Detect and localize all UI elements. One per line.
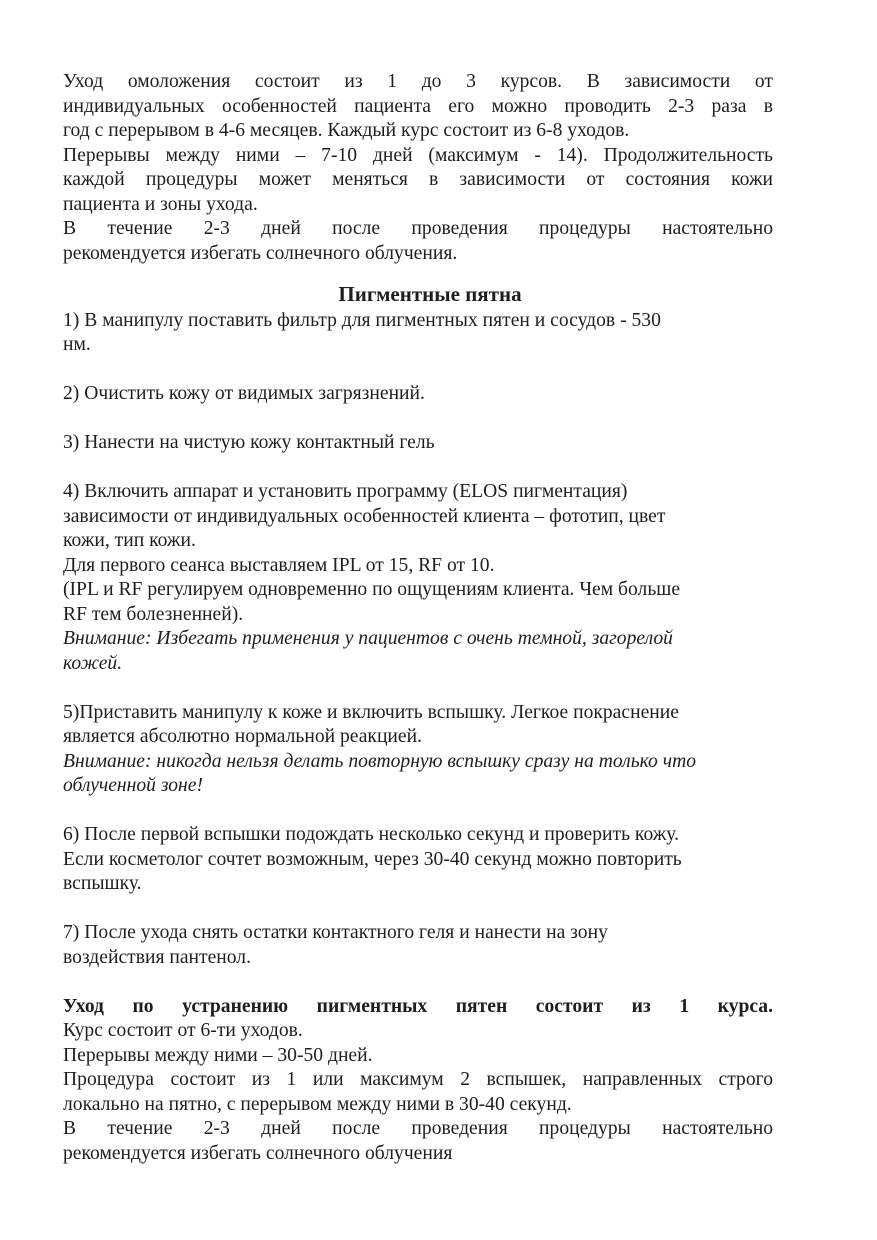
- summary-heading: Уход по устранению пигментных пятен состоит из 1 курса.: [63, 995, 773, 1017]
- text-line: Перерывы между ними – 30-50 дней.: [63, 1044, 373, 1066]
- text-line: воздействия пантенол.: [63, 946, 251, 968]
- document-page: [63, 70, 773, 1166]
- section-title: Пигментные пятна: [338, 282, 522, 306]
- text-line: Уход омоложения состоит из 1 до 3 курсов. В зависимости от: [63, 71, 773, 92]
- text-line: (IPL и RF регулируем одновременно по ощущениям клиента. Чем больше: [63, 579, 681, 600]
- text-line: Процедура состоит из 1 или максимум 2 вспышек, направленных строго: [63, 1069, 773, 1090]
- text-line: 3) Нанести на чистую кожу контактный гель: [63, 432, 435, 453]
- step-3: [63, 431, 773, 456]
- text-line: Курс состоит от 6-ти уходов.: [63, 1020, 303, 1041]
- text-line: кожи, тип кожи.: [63, 530, 196, 551]
- step-4: [63, 480, 773, 676]
- text-line: В течение 2-3 дней после проведения процедуры настоятельно: [63, 1118, 773, 1139]
- text-line: 1) В манипулу поставить фильтр для пигментных пятен и сосудов - 530: [63, 309, 661, 331]
- step-5: [63, 701, 773, 799]
- summary-paragraph: [63, 995, 773, 1167]
- text-line: нм.: [63, 334, 91, 355]
- warning-text: кожей.: [63, 652, 123, 674]
- text-line: Для первого сеанса выставляем IPL от 15, RF от 10.: [63, 554, 495, 576]
- step-7: [63, 921, 773, 970]
- text-line: Если косметолог сочтет возможным, через 30-40 секунд можно повторить: [63, 848, 682, 870]
- text-line: 2) Очистить кожу от видимых загрязнений.: [63, 383, 425, 404]
- text-line: вспышку.: [63, 873, 142, 894]
- warning-text: Внимание: Избегать применения у пациентов с очень темной, загорелой: [63, 628, 673, 649]
- text-line: локально на пятно, с перерывом между ними в 30-40 секунд.: [63, 1093, 572, 1115]
- intro-paragraph: [63, 70, 773, 266]
- step-6: [63, 823, 773, 897]
- text-line: пациента и зоны ухода.: [63, 193, 258, 215]
- text-line: рекомендуется избегать солнечного облучения: [63, 1142, 453, 1164]
- text-line: каждой процедуры может меняться в зависимости от состояния кожи: [63, 169, 773, 190]
- step-2: [63, 382, 773, 407]
- text-line: индивидуальных особенностей пациента его можно проводить 2-3 раза в: [63, 95, 773, 117]
- text-line: Перерывы между ними – 7-10 дней (максимум - 14). Продолжительность: [63, 144, 773, 166]
- text-line: 5)Приставить манипулу к коже и включить вспышку. Легкое покраснение: [63, 701, 679, 723]
- step-1: [63, 309, 773, 358]
- warning-text: облученной зоне!: [63, 775, 203, 796]
- text-line: RF тем болезненней).: [63, 603, 244, 625]
- text-line: В течение 2-3 дней после проведения процедуры настоятельно: [63, 218, 773, 239]
- text-line: рекомендуется избегать солнечного облучения.: [63, 242, 458, 264]
- text-line: 4) Включить аппарат и установить программу (ELOS пигментация): [63, 481, 628, 502]
- text-line: является абсолютно нормальной реакцией.: [63, 726, 423, 747]
- text-line: 7) После ухода снять остатки контактного геля и нанести на зону: [63, 922, 608, 943]
- text-line: 6) После первой вспышки подождать несколько секунд и проверить кожу.: [63, 824, 680, 845]
- text-line: год с перерывом в 4-6 месяцев. Каждый курс состоит из 6-8 уходов.: [63, 120, 630, 141]
- text-line: зависимости от индивидуальных особенностей клиента – фототип, цвет: [63, 505, 666, 527]
- warning-text: Внимание: никогда нельзя делать повторную вспышку сразу на только что: [63, 750, 697, 772]
